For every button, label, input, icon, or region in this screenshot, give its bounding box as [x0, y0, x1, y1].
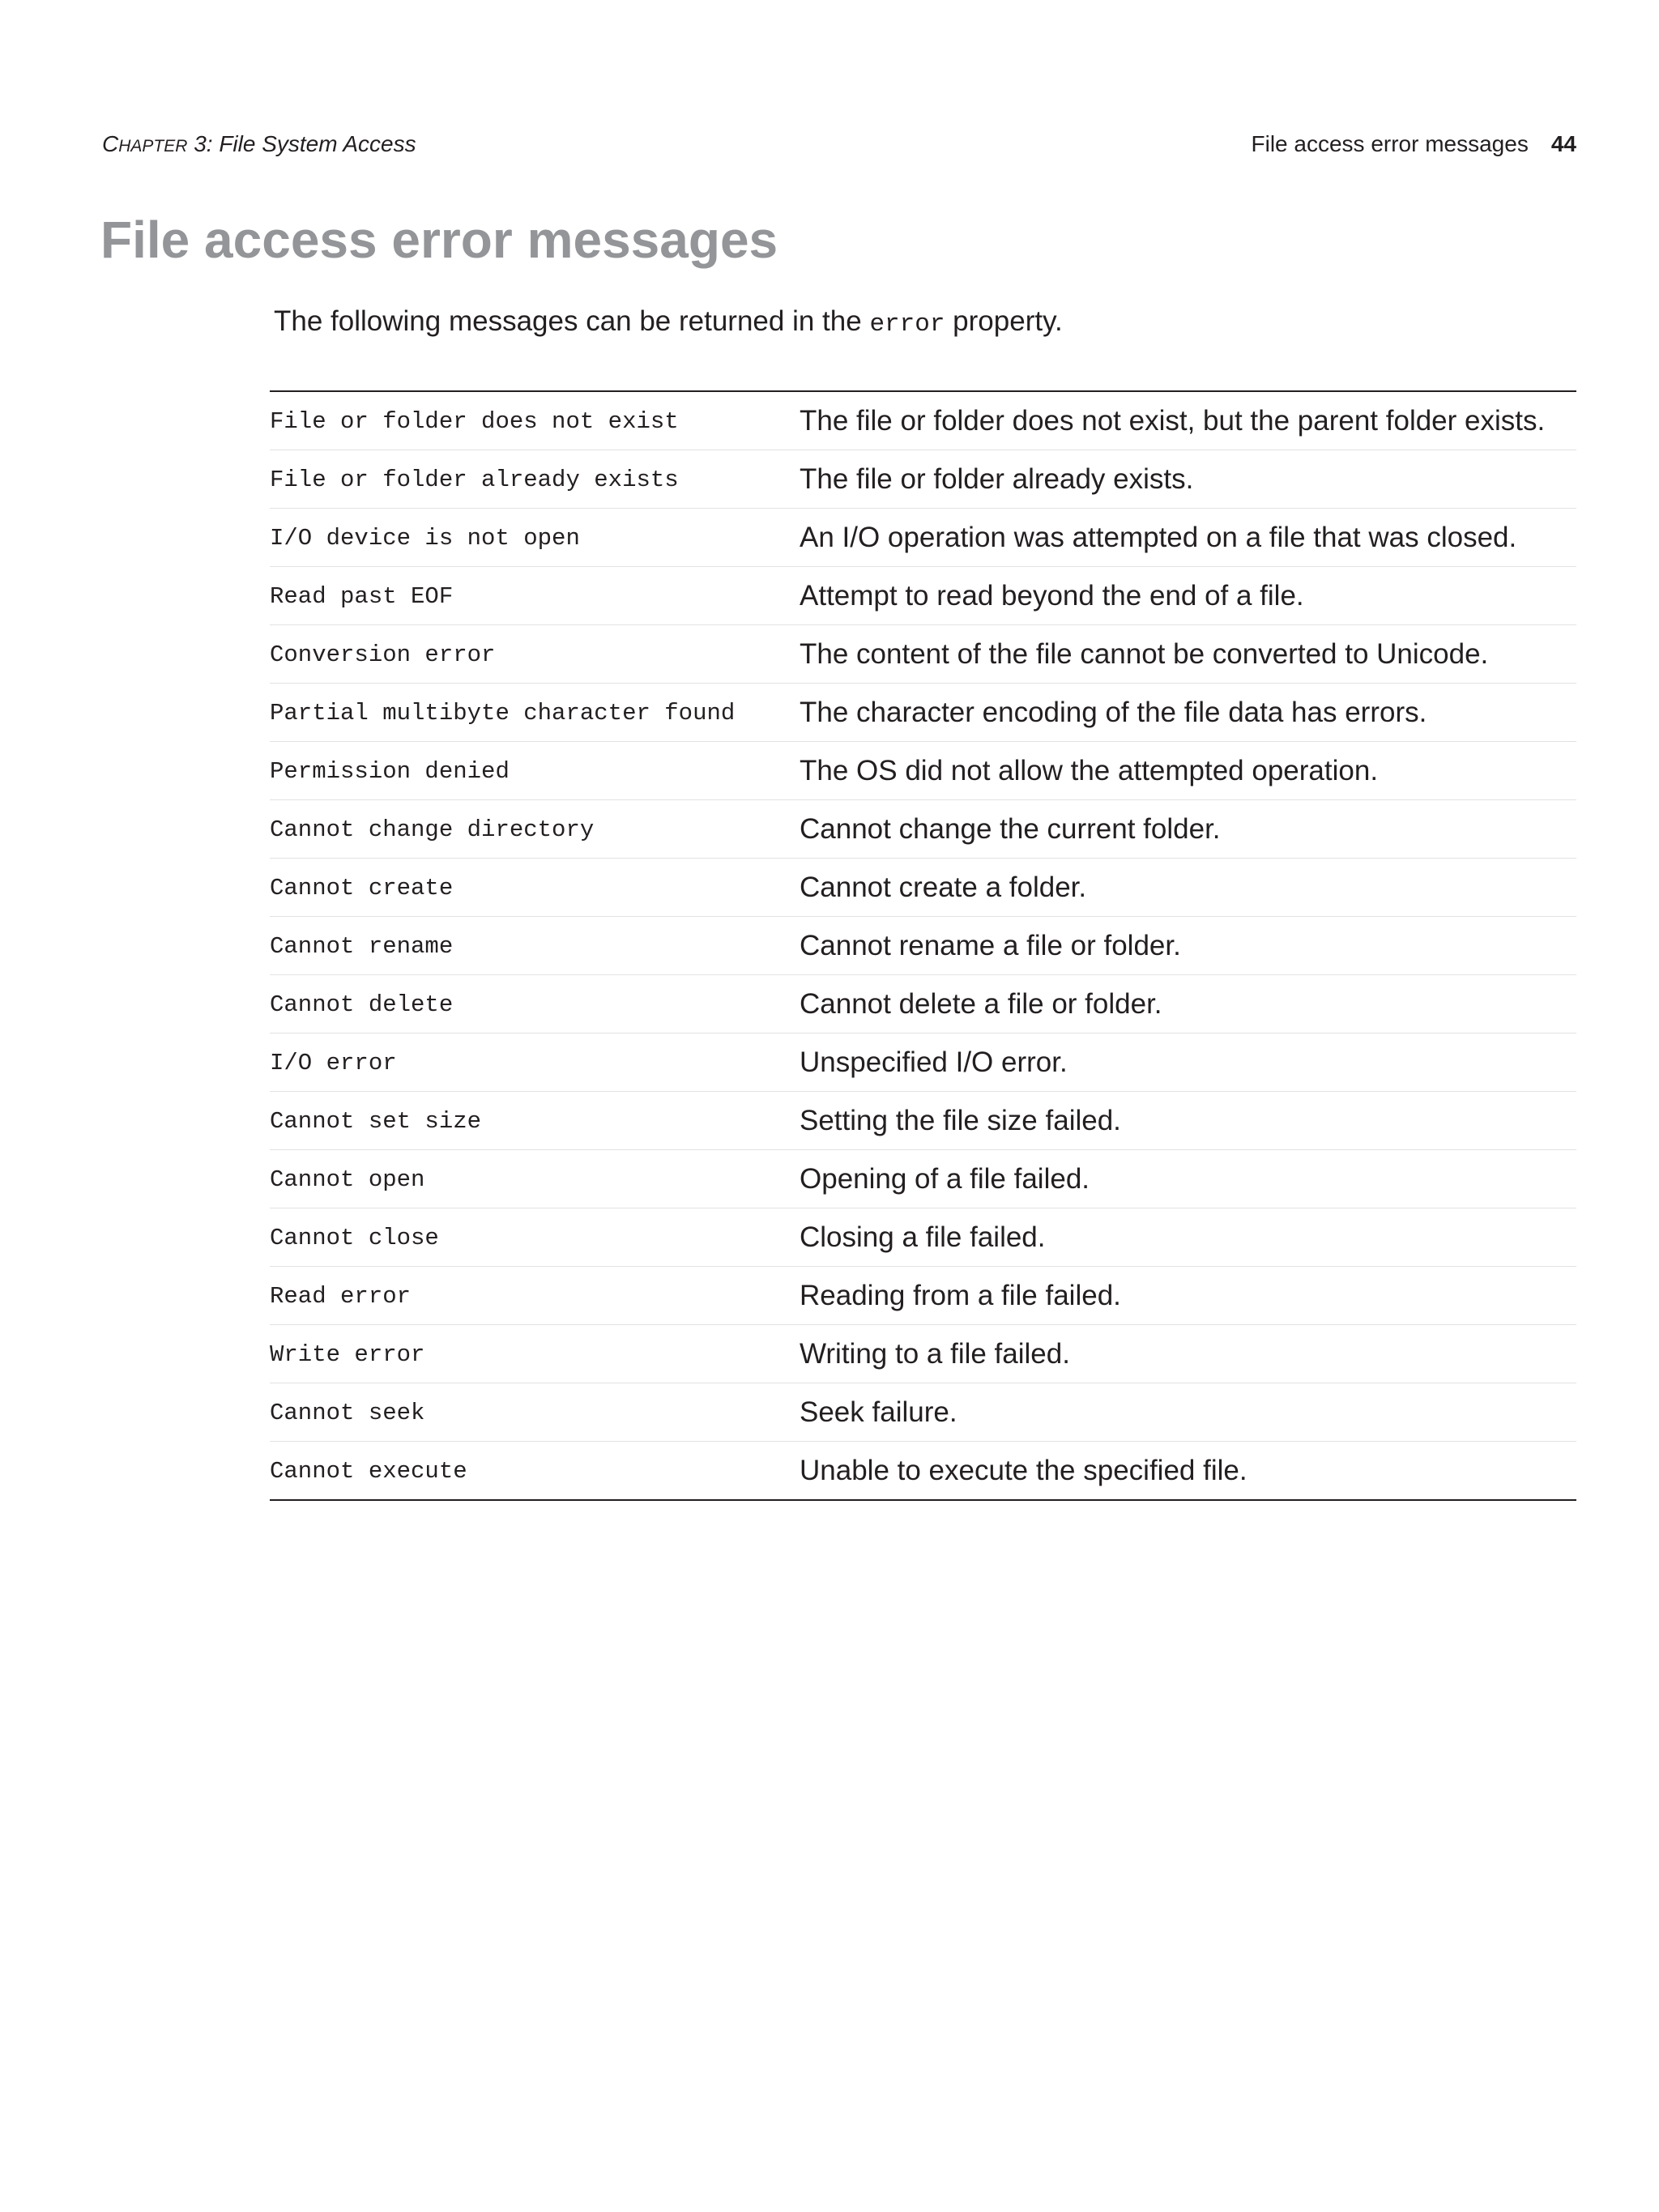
table-row	[270, 1442, 1576, 1501]
error-description-cell: Cannot create a folder.	[800, 859, 1576, 917]
error-message-cell: File or folder does not exist	[270, 408, 679, 435]
error-message-cell: Cannot delete	[270, 975, 800, 1034]
error-message-cell: Partial multibyte character found	[270, 684, 800, 742]
page-number: 44	[1550, 131, 1576, 156]
error-description-cell: Cannot change the current folder.	[800, 800, 1576, 859]
error-message-cell: Cannot close	[270, 1208, 800, 1267]
error-description-cell: Cannot rename a file or folder.	[800, 917, 1576, 975]
error-message-cell: Cannot rename	[270, 917, 800, 975]
error-description-cell: Attempt to read beyond the end of a file.	[800, 567, 1576, 625]
chapter-label-initial: C	[102, 131, 119, 156]
error-message-cell: Cannot open	[270, 1150, 800, 1208]
error-messages-table	[270, 390, 1576, 1501]
section-label	[1252, 128, 1577, 160]
error-description-cell: Writing to a file failed.	[800, 1325, 1576, 1383]
error-message-cell: I/O device is not open	[270, 509, 800, 567]
table-row	[270, 450, 1576, 509]
error-messages-table-body	[270, 391, 1576, 1500]
table-row	[270, 684, 1576, 742]
error-description-cell: Setting the file size failed.	[800, 1092, 1576, 1150]
section-title: File access error messages	[1251, 131, 1529, 156]
table-row	[270, 509, 1576, 567]
error-description-cell: Reading from a file failed.	[800, 1267, 1576, 1325]
error-description-cell: The character encoding of the file data has errors.	[800, 684, 1576, 742]
error-message-cell: Write error	[270, 1325, 800, 1383]
page-title: File access error messages	[100, 211, 778, 269]
error-message-cell: Permission denied	[270, 742, 800, 800]
table-row	[270, 1383, 1576, 1442]
intro-text-after: property.	[945, 305, 1063, 337]
chapter-title: 3: File System Access	[187, 131, 416, 156]
error-message-cell: Conversion error	[270, 625, 800, 684]
table-row	[270, 742, 1576, 800]
table-row	[270, 567, 1576, 625]
intro-code-error: error	[869, 310, 945, 339]
table-row	[270, 917, 1576, 975]
intro-paragraph	[274, 301, 1063, 345]
error-message-cell: Cannot execute	[270, 1442, 800, 1501]
error-description-cell: The file or folder already exists.	[800, 450, 1576, 509]
error-description-cell: Unable to execute the specified file.	[800, 1442, 1576, 1501]
table-row	[270, 1150, 1576, 1208]
error-description-cell: An I/O operation was attempted on a file that was closed.	[800, 509, 1576, 567]
error-description-cell: The file or folder does not exist, but the parent folder exists.	[800, 404, 1546, 437]
error-message-cell: I/O error	[270, 1034, 800, 1092]
error-message-cell: Read error	[270, 1267, 800, 1325]
running-header	[102, 128, 1576, 160]
chapter-label	[102, 128, 416, 163]
error-description-cell: The content of the file cannot be converted to Unicode.	[800, 625, 1576, 684]
error-description-cell: The OS did not allow the attempted operation.	[800, 742, 1576, 800]
error-message-cell: File or folder already exists	[270, 450, 800, 509]
error-description-cell: Closing a file failed.	[800, 1208, 1576, 1267]
table-row	[270, 391, 1576, 450]
table-row	[270, 625, 1576, 684]
error-description-cell: Cannot delete a file or folder.	[800, 975, 1576, 1034]
error-message-cell: Cannot change directory	[270, 800, 800, 859]
table-row	[270, 1208, 1576, 1267]
table-row	[270, 1267, 1576, 1325]
error-description-cell: Unspecified I/O error.	[800, 1034, 1576, 1092]
error-description-cell: Seek failure.	[800, 1383, 1576, 1442]
error-message-cell: Cannot set size	[270, 1092, 800, 1150]
error-message-cell: Cannot seek	[270, 1383, 800, 1442]
error-message-cell: Read past EOF	[270, 567, 800, 625]
chapter-label-smallcaps: HAPTER	[118, 137, 188, 156]
table-row	[270, 1034, 1576, 1092]
table-row	[270, 859, 1576, 917]
table-row	[270, 975, 1576, 1034]
table-row	[270, 800, 1576, 859]
intro-text-before: The following messages can be returned in the	[274, 305, 870, 337]
table-row	[270, 1325, 1576, 1383]
table-row	[270, 1092, 1576, 1150]
error-description-cell: Opening of a file failed.	[800, 1150, 1576, 1208]
error-message-cell: Cannot create	[270, 859, 800, 917]
